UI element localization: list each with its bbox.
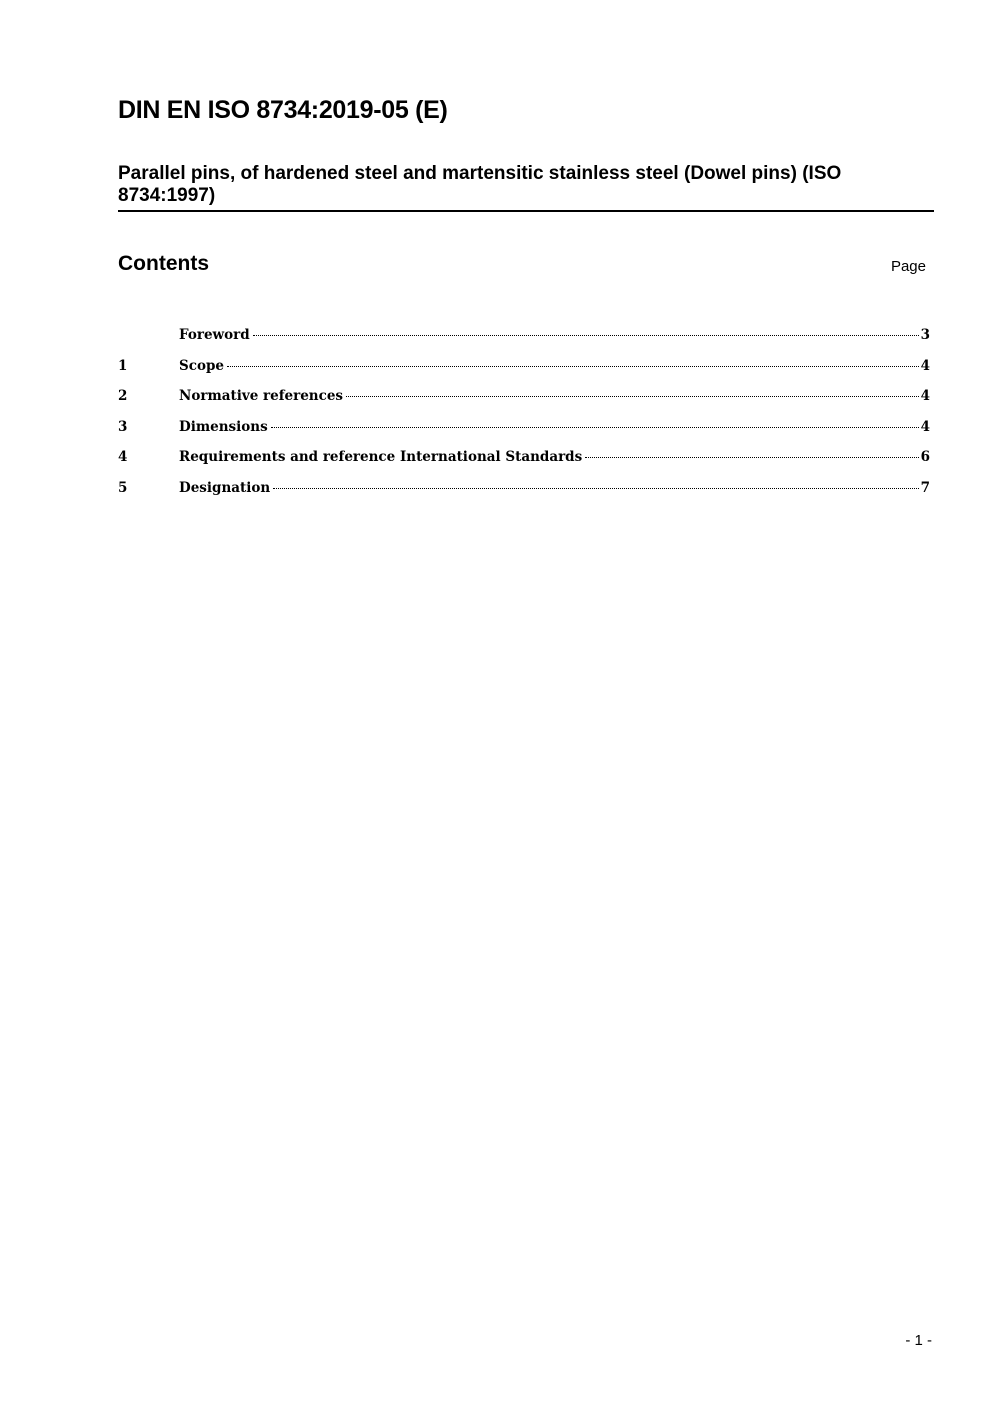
toc-entry-page: 4 — [920, 388, 930, 405]
toc-entry-number: 4 — [118, 449, 128, 466]
toc-entry-title: Designation — [179, 479, 271, 496]
toc-entry-foreword[interactable] — [118, 323, 930, 354]
toc-entry-page: 3 — [920, 327, 930, 343]
toc-entry-title: Normative references — [179, 388, 344, 405]
toc-leader-dots — [273, 487, 918, 489]
footer-page-number: - 1 - — [905, 1332, 932, 1349]
table-of-contents — [118, 323, 930, 507]
toc-entry-normative-references[interactable] — [118, 384, 930, 415]
title-divider — [118, 210, 934, 212]
toc-entry-number: 1 — [118, 357, 128, 374]
toc-entry-page: 4 — [920, 357, 930, 374]
toc-entry-number: 3 — [118, 418, 128, 435]
toc-entry-requirements[interactable] — [118, 445, 930, 476]
toc-entry-page: 4 — [920, 418, 930, 435]
toc-entry-number: 2 — [118, 388, 128, 405]
toc-entry-title: Scope — [179, 357, 225, 374]
toc-entry-scope[interactable] — [118, 354, 930, 385]
toc-entry-dimensions[interactable] — [118, 415, 930, 446]
toc-leader-dots — [253, 334, 919, 336]
toc-entry-title: Dimensions — [179, 418, 268, 435]
toc-leader-dots — [227, 365, 919, 367]
toc-entry-number: 5 — [118, 479, 128, 496]
toc-entry-title: Foreword — [179, 327, 250, 343]
toc-entry-page: 6 — [920, 449, 930, 466]
document-subtitle: Parallel pins, of hardened steel and martensitic stainless steel (Dowel pins) (ISO 8734:1997) — [118, 163, 842, 206]
document-title: DIN EN ISO 8734:2019-05 (E) — [118, 96, 448, 124]
page-column-label: Page — [890, 258, 926, 275]
toc-entry-title: Requirements and reference International Standards — [179, 449, 583, 466]
toc-entry-designation[interactable] — [118, 476, 930, 507]
contents-heading: Contents — [118, 252, 209, 275]
toc-leader-dots — [346, 395, 919, 397]
toc-leader-dots — [271, 426, 919, 428]
toc-leader-dots — [585, 456, 918, 458]
toc-entry-page: 7 — [920, 479, 930, 496]
